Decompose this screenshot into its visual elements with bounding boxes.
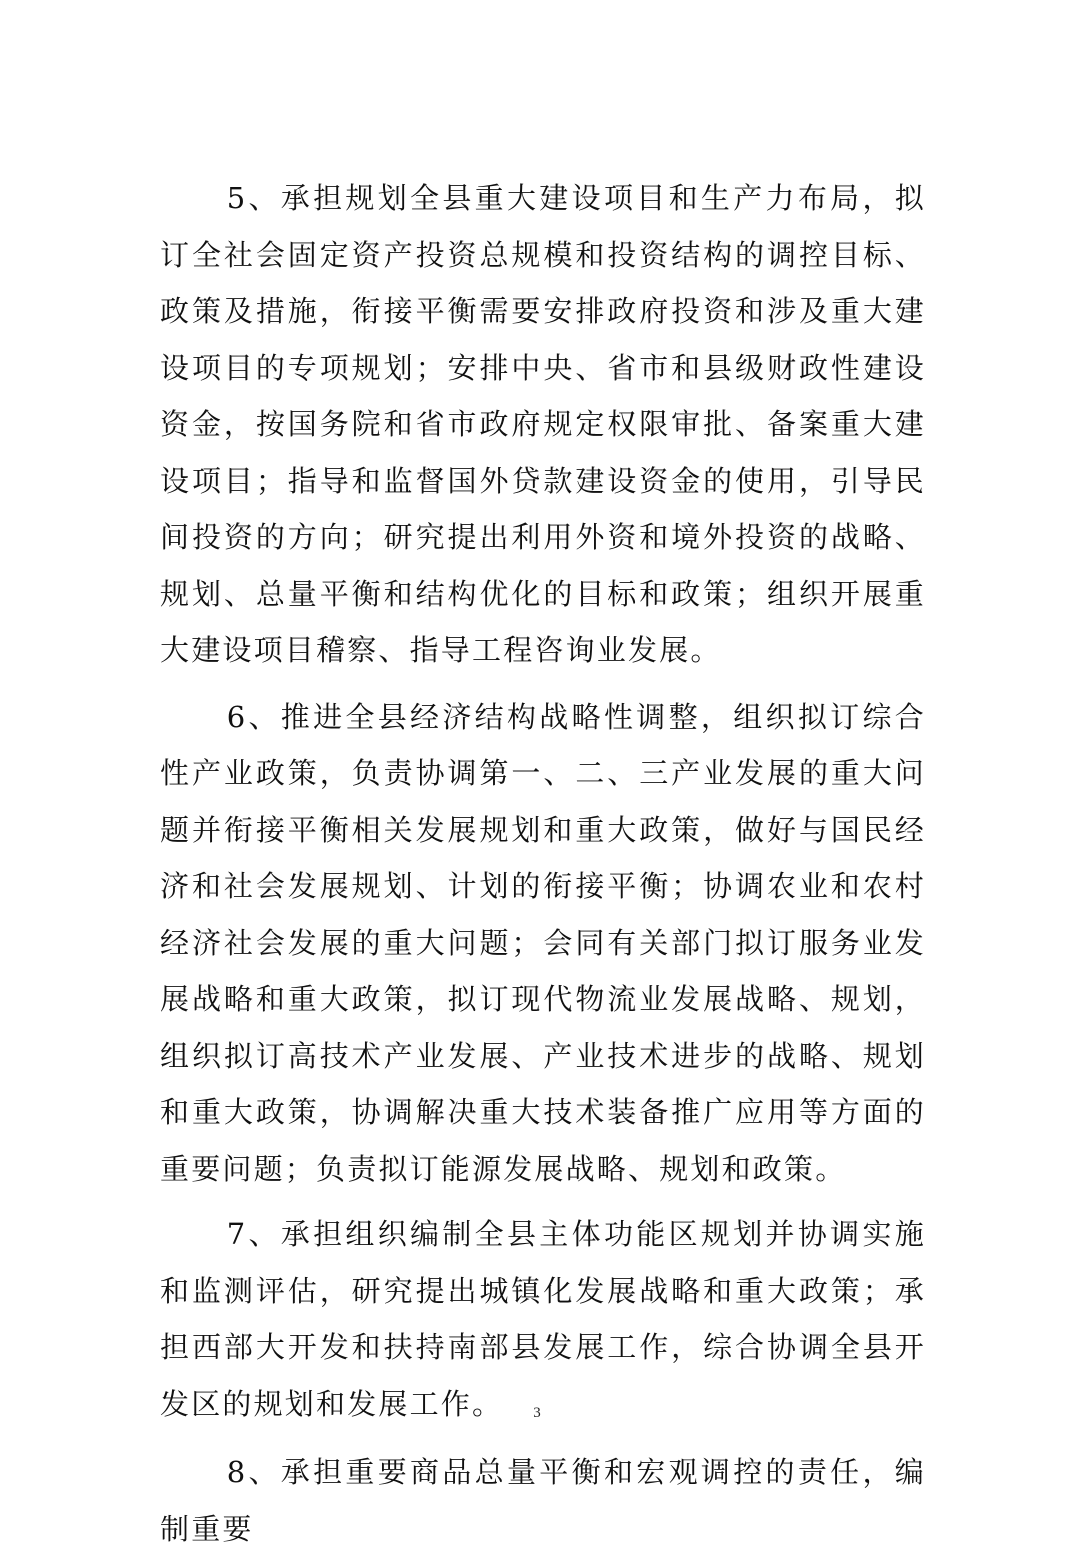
paragraph-item-7: 7、承担组织编制全县主体功能区规划并协调实施和监测评估，研究提出城镇化发展战略和重大政策；承担西部大开发和扶持南部县发展工作，综合协调全县开发区的规划和发展工作。 xyxy=(160,1217,926,1421)
paragraph-item-8: 8、承担重要商品总量平衡和宏观调控的责任，编制重要 xyxy=(160,1455,926,1546)
paragraph-item-6: 6、推进全县经济结构战略性调整，组织拟订综合性产业政策，负责协调第一、二、三产业发展的重大问题并衔接平衡相关发展规划和重大政策，做好与国民经济和社会发展规划、计划的衔接平衡；协调农业和农村经济社会发展的重大问题；会同有关部门拟订服务业发展战略和重大政策，拟订现代物流业发展战略、规划，组织拟订高技术产业发展、产业技术进步的战略、规划和重大政策，协调解决重大技术装备推广应用等方面的重要问题；负责拟订能源发展战略、规划和政策。 xyxy=(160,699,926,1186)
paragraph-item-5: 5、承担规划全县重大建设项目和生产力布局，拟订全社会固定资产投资总规模和投资结构的调控目标、政策及措施，衔接平衡需要安排政府投资和涉及重大建设项目的专项规划；安排中央、省市和县级财政性建设资金，按国务院和省市政府规定权限审批、备案重大建设项目；指导和监督国外贷款建设资金的使用，引导民间投资的方向；研究提出利用外资和境外投资的战略、规划、总量平衡和结构优化的目标和政策；组织开展重大建设项目稽察、指导工程咨询业发展。 xyxy=(160,181,926,667)
document-body xyxy=(160,170,926,1557)
page-number: 3 xyxy=(533,1405,541,1421)
